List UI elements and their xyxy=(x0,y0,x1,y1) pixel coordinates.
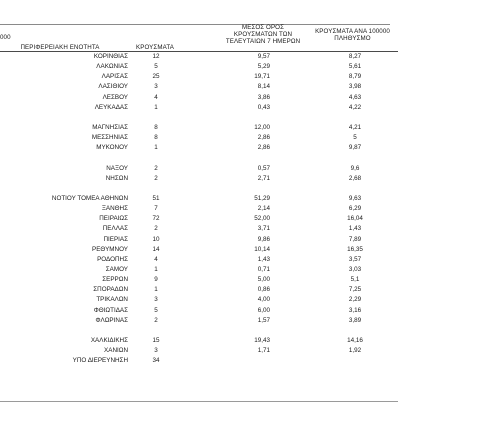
bottom-rule xyxy=(0,401,398,402)
table-row xyxy=(0,214,478,224)
table-row xyxy=(0,103,478,113)
mean-value: 0,57 xyxy=(257,164,270,172)
mean-value: 2,86 xyxy=(257,144,270,152)
mean-value: 5,00 xyxy=(257,276,270,284)
spacer-row xyxy=(0,153,478,163)
header-mean-line-3: ΤΕΛΕΥΤΑΙΩΝ 7 ΗΜΕΡΩΝ xyxy=(225,38,301,45)
per100k-value: 16,04 xyxy=(347,215,363,223)
cases-value: 3 xyxy=(154,296,158,304)
mean-value: 9,86 xyxy=(257,235,270,243)
per100k-value: 3,16 xyxy=(348,306,362,314)
cases-value: 2 xyxy=(154,225,158,233)
region-name: ΛΑΡΙΣΑΣ xyxy=(101,73,128,81)
mean-value: 12,00 xyxy=(254,123,270,131)
table-row xyxy=(0,123,478,133)
spacer-row xyxy=(0,113,478,123)
header-per100k-line-1: ΚΡΟΥΣΜΑΤΑ ΑΝΑ 100000 xyxy=(315,28,390,35)
per100k-value: 7,89 xyxy=(348,235,362,243)
per100k-value: 3,89 xyxy=(348,316,362,324)
region-name: ΠΕΙΡΑΙΩΣ xyxy=(99,215,128,223)
region-name: ΠΙΕΡΙΑΣ xyxy=(103,235,128,243)
table-row xyxy=(0,194,478,204)
cases-value: 8 xyxy=(154,134,158,142)
per100k-value: 7,25 xyxy=(348,286,362,294)
region-name: ΛΕΣΒΟΥ xyxy=(102,93,128,101)
mean-value: 19,71 xyxy=(254,73,270,81)
cases-value: 5 xyxy=(154,306,158,314)
cases-value: 4 xyxy=(154,93,158,101)
table-row xyxy=(0,265,478,275)
region-name: ΣΕΡΡΩΝ xyxy=(102,276,128,284)
cases-value: 10 xyxy=(152,235,160,243)
header-region: ΠΕΡΙΦΕΡΕΙΑΚΗ ΕΝΟΤΗΤΑ xyxy=(20,44,100,51)
cases-value: 1 xyxy=(154,144,158,152)
table-row xyxy=(0,174,478,184)
cases-value: 5 xyxy=(154,63,158,71)
mean-value: 19,43 xyxy=(254,336,270,344)
region-name: ΡΟΔΟΠΗΣ xyxy=(97,255,128,263)
cases-value: 7 xyxy=(154,205,158,213)
region-name: ΜΑΓΝΗΣΙΑΣ xyxy=(92,123,128,131)
mean-value: 0,86 xyxy=(257,286,270,294)
region-name: ΤΡΙΚΑΛΩΝ xyxy=(96,296,128,304)
per100k-value: 3,98 xyxy=(348,83,362,91)
cases-value: 1 xyxy=(154,103,158,111)
per100k-value: 3,03 xyxy=(348,265,362,273)
cases-value: 8 xyxy=(154,123,158,131)
table-row xyxy=(0,275,478,285)
table-row xyxy=(0,93,478,103)
per100k-value: 4,22 xyxy=(348,103,362,111)
region-name: ΛΑΣΙΘΙΟΥ xyxy=(98,83,128,91)
mean-value: 1,71 xyxy=(257,347,270,355)
region-name: ΡΕΘΥΜΝΟΥ xyxy=(92,245,128,253)
table-row xyxy=(0,245,478,255)
table-row xyxy=(0,295,478,305)
per100k-value: 3,57 xyxy=(348,255,362,263)
mean-value: 3,86 xyxy=(257,93,270,101)
header-per100k-line-2: ΠΛΗΘΥΣΜΟ xyxy=(334,35,371,42)
mean-value: 8,14 xyxy=(257,83,270,91)
cases-value: 2 xyxy=(154,164,158,172)
table-row xyxy=(0,316,478,326)
region-name: ΠΕΛΛΑΣ xyxy=(102,225,128,233)
region-name: ΝΗΣΩΝ xyxy=(105,174,128,182)
region-name: ΣΑΜΟΥ xyxy=(105,265,128,273)
table-row xyxy=(0,336,478,346)
cases-value: 15 xyxy=(152,336,160,344)
region-name: ΜΕΣΣΗΝΙΑΣ xyxy=(91,134,128,142)
per100k-value: 14,16 xyxy=(347,336,363,344)
cases-value: 51 xyxy=(152,194,160,202)
table-row xyxy=(0,235,478,245)
mean-value: 2,86 xyxy=(257,134,270,142)
per100k-value: 16,35 xyxy=(347,245,363,253)
per100k-value: 5 xyxy=(353,134,357,142)
cases-value: 2 xyxy=(154,316,158,324)
region-name: ΧΑΝΙΩΝ xyxy=(104,347,128,355)
mean-value: 10,14 xyxy=(254,245,270,253)
region-name: ΦΛΩΡΙΝΑΣ xyxy=(95,316,128,324)
cases-value: 12 xyxy=(152,53,160,60)
table-row xyxy=(0,306,478,316)
mean-value: 3,71 xyxy=(257,225,270,233)
per100k-value: 2,29 xyxy=(348,296,362,304)
cases-value: 9 xyxy=(154,276,158,284)
per100k-value: 9,87 xyxy=(348,144,362,152)
region-name: ΥΠΟ ΔΙΕΡΕΥΝΗΣΗ xyxy=(72,357,128,365)
region-name: ΧΑΛΚΙΔΙΚΗΣ xyxy=(90,336,128,344)
cases-value: 3 xyxy=(154,347,158,355)
table-row xyxy=(0,285,478,295)
top-rule xyxy=(0,24,390,25)
header-cases-per-100k xyxy=(290,28,415,42)
mean-value: 51,29 xyxy=(254,194,270,202)
mean-value: 0,71 xyxy=(257,265,270,273)
per100k-value: 2,68 xyxy=(348,174,362,182)
mean-value: 2,71 xyxy=(257,174,270,182)
table-row xyxy=(0,82,478,92)
mean-value: 9,57 xyxy=(257,53,270,60)
table-row xyxy=(0,346,478,356)
mean-value: 52,00 xyxy=(254,215,270,223)
spacer-row xyxy=(0,326,478,336)
spacer-row xyxy=(0,184,478,194)
mean-value: 5,29 xyxy=(257,63,270,71)
header-mean-line-1: ΜΕΣΟΣ ΟΡΟΣ xyxy=(241,24,285,31)
region-name: ΞΑΝΘΗΣ xyxy=(101,205,128,213)
table-row xyxy=(0,224,478,234)
table-row xyxy=(0,133,478,143)
header-mean-line-2: ΚΡΟΥΣΜΑΤΩΝ ΤΩΝ xyxy=(233,31,293,38)
per100k-value: 4,21 xyxy=(348,123,362,131)
region-name: ΝΑΞΟΥ xyxy=(106,164,128,172)
header-fragment: 000 xyxy=(0,34,11,41)
region-name: ΝΟΤΙΟΥ ΤΟΜΕΑ ΑΘΗΝΩΝ xyxy=(51,194,128,202)
mean-value: 0,43 xyxy=(257,103,270,111)
table-row xyxy=(0,356,478,366)
per100k-value: 5,1 xyxy=(350,276,360,284)
table-row xyxy=(0,255,478,265)
per100k-value: 1,92 xyxy=(348,347,362,355)
table-row xyxy=(0,72,478,82)
per100k-value: 9,63 xyxy=(348,194,362,202)
mean-value: 2,14 xyxy=(257,205,270,213)
cases-value: 3 xyxy=(154,83,158,91)
per100k-value: 6,29 xyxy=(348,205,362,213)
region-name: ΜΥΚΟΝΟΥ xyxy=(96,144,128,152)
cases-value: 14 xyxy=(152,245,160,253)
region-name: ΦΘΙΩΤΙΔΑΣ xyxy=(93,306,128,314)
region-name: ΣΠΟΡΑΔΩΝ xyxy=(93,286,128,294)
cases-value: 4 xyxy=(154,255,158,263)
per100k-value: 9,6 xyxy=(350,164,360,172)
table-row xyxy=(0,204,478,214)
region-name: ΚΟΡΙΝΘΙΑΣ xyxy=(93,53,128,60)
table-row xyxy=(0,143,478,153)
mean-value: 1,57 xyxy=(257,316,270,324)
region-name: ΛΑΚΩΝΙΑΣ xyxy=(96,63,128,71)
header-cases: ΚΡΟΥΣΜΑΤΑ xyxy=(136,44,174,51)
cases-value: 1 xyxy=(154,286,158,294)
table-row xyxy=(0,52,478,62)
mean-value: 4,00 xyxy=(257,296,270,304)
per100k-value: 8,27 xyxy=(348,53,362,60)
per100k-value: 1,43 xyxy=(348,225,362,233)
cases-value: 34 xyxy=(152,357,160,365)
per100k-value: 4,63 xyxy=(348,93,362,101)
table-row xyxy=(0,62,478,72)
mean-value: 6,00 xyxy=(257,306,270,314)
per100k-value: 8,79 xyxy=(348,73,362,81)
cases-value: 72 xyxy=(152,215,160,223)
cases-value: 25 xyxy=(152,73,160,81)
cases-value: 1 xyxy=(154,265,158,273)
cases-value: 2 xyxy=(154,174,158,182)
mean-value: 1,43 xyxy=(257,255,270,263)
table-row xyxy=(0,164,478,174)
per100k-value: 5,61 xyxy=(348,63,362,71)
region-name: ΛΕΥΚΑΔΑΣ xyxy=(94,103,128,111)
data-table-body xyxy=(0,52,478,366)
